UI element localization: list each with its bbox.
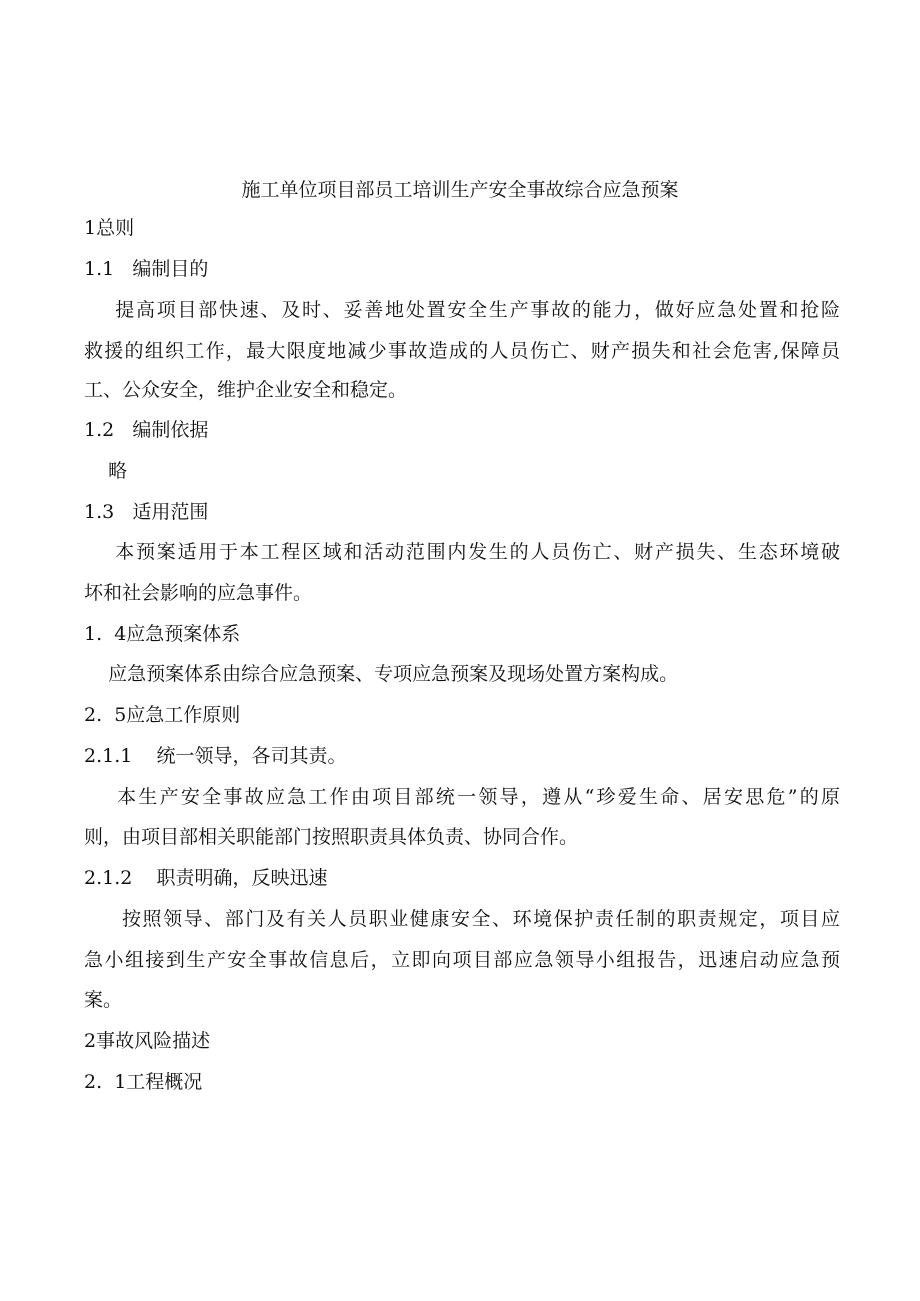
paragraph-line: 略	[84, 461, 128, 482]
subsection-heading: 1.2 编制依据	[84, 420, 209, 441]
paragraph-line: 本生产安全事故应急工作由项目部统一领导，遵从“珍爱生命、居安思危”的原	[84, 787, 840, 808]
section-heading: 1总则	[84, 218, 135, 239]
paragraph-line: 应急预案体系由综合应急预案、专项应急预案及现场处置方案构成。	[84, 664, 679, 685]
subsection-heading: 2.1.2 职责明确，反映迅速	[84, 868, 328, 889]
paragraph-line: 提高项目部快速、及时、妥善地处置安全生产事故的能力，做好应急处置和抢险	[84, 300, 840, 321]
subsection-heading: 1. 4应急预案体系	[84, 624, 241, 645]
subsection-heading: 1.3 适用范围	[84, 502, 209, 523]
paragraph-line: 按照领导、部门及有关人员职业健康安全、环境保护责任制的职责规定，项目应	[84, 909, 840, 930]
document-title: 施工单位项目部员工培训生产安全事故综合应急预案	[241, 180, 679, 201]
paragraph-line: 案。	[84, 990, 123, 1011]
paragraph-line: 坏和社会影响的应急事件。	[84, 583, 313, 604]
paragraph-line: 工、公众安全，维护企业安全和稳定。	[84, 380, 408, 401]
subsection-heading: 2. 5应急工作原则	[84, 705, 241, 726]
subsection-heading: 1.1 编制目的	[84, 259, 209, 280]
paragraph-line: 则，由项目部相关职能部门按照职责具体负责、协同合作。	[84, 827, 579, 848]
paragraph-line: 本预案适用于本工程区域和活动范围内发生的人员伤亡、财产损失、生态环境破	[84, 542, 840, 563]
paragraph-line: 急小组接到生产安全事故信息后，立即向项目部应急领导小组报告，迅速启动应急预	[84, 950, 840, 971]
subsection-heading: 2.1.1 统一领导，各司其责。	[84, 746, 347, 767]
section-heading: 2事故风险描述	[84, 1031, 211, 1052]
subsection-heading: 2. 1工程概况	[84, 1072, 203, 1093]
paragraph-line: 救援的组织工作，最大限度地减少事故造成的人员伤亡、财产损失和社会危害,保障员	[84, 341, 840, 362]
